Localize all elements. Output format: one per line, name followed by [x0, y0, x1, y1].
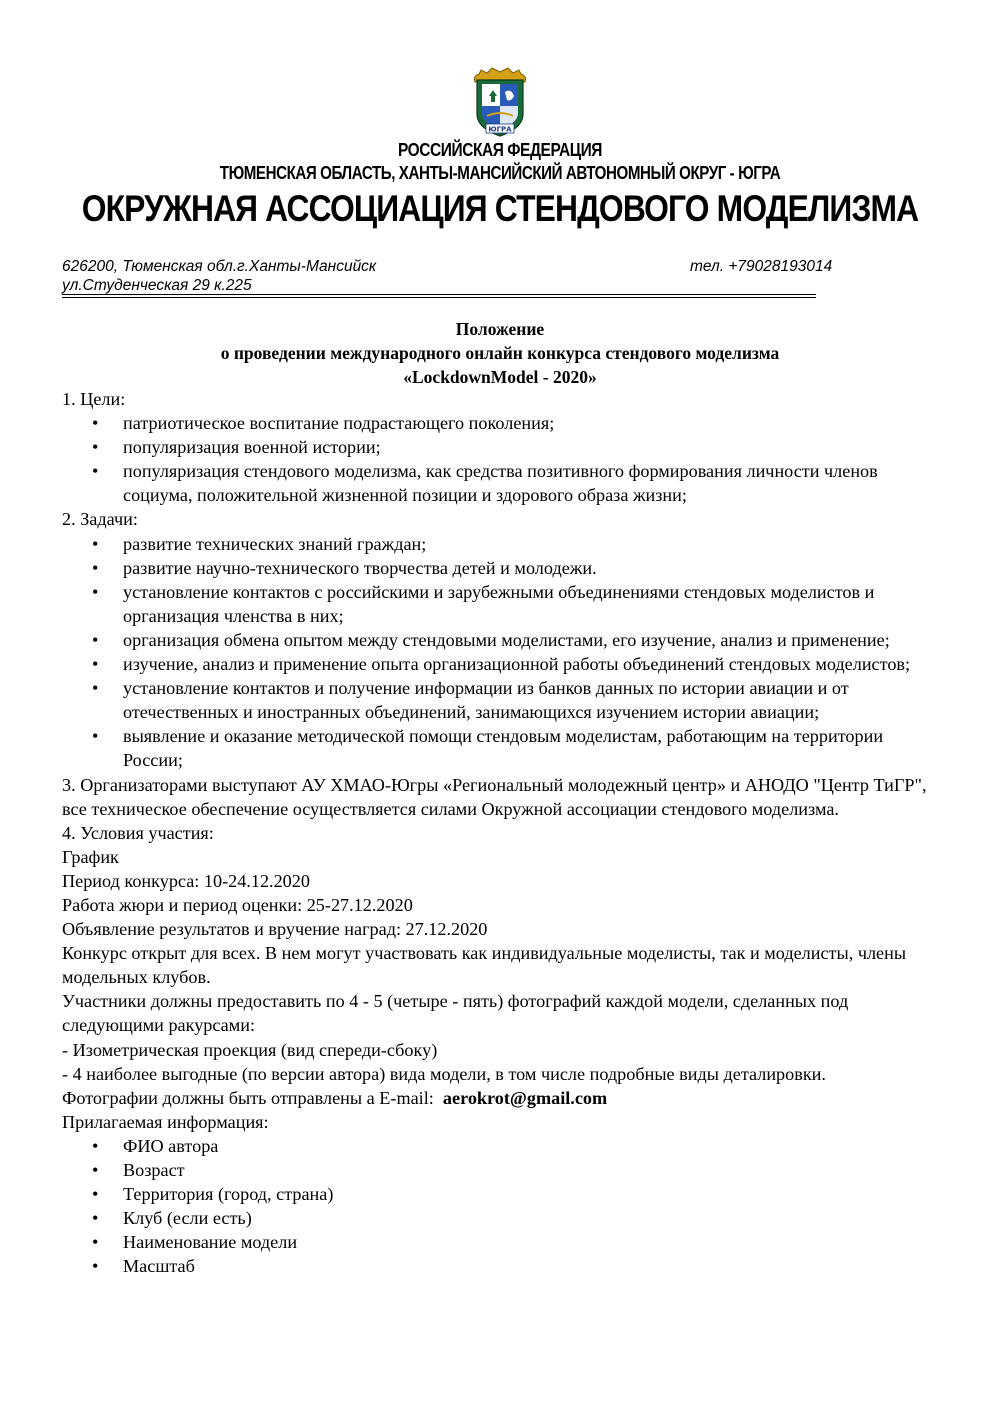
coat-of-arms-icon [467, 66, 533, 138]
doc-subtitle: о проведении международного онлайн конкурса стендового моделизма [220, 343, 780, 363]
list-item: • Наименование модели [62, 1230, 942, 1254]
bullet-icon: • [92, 1160, 99, 1180]
svg-text:ЮГРА: ЮГРА [488, 125, 512, 134]
section-2-heading: 2. Задачи: [62, 509, 138, 530]
schedule-period: Период конкурса: 10-24.12.2020 [62, 870, 310, 891]
header-organization: ОКРУЖНАЯ АССОЦИАЦИЯ СТЕНДОВОГО МОДЕЛИЗМА [81, 188, 919, 229]
header-region: ТЮМЕНСКАЯ ОБЛАСТЬ, ХАНТЫ-МАНСИЙСКИЙ АВТОНОМНЫЙ ОКРУГ - ЮГРА [219, 163, 781, 183]
list-item: • Клуб (если есть) [62, 1206, 942, 1230]
doc-contest-name: «LockdownModel - 2020» [403, 367, 597, 387]
doc-title: Положение [455, 319, 545, 339]
open-to-all-text: Конкурс открыт для всех. В нем могут участвовать как индивидуальные моделисты, так и моделисты, члены модельных клубов. [62, 943, 907, 988]
info-heading: Прилагаемая информация: [62, 1111, 269, 1132]
list-item: • Масштаб [62, 1254, 942, 1278]
angle-2: - 4 наиболее выгодные (по версии автора) вида модели, в том числе подробные виды деталировки. [62, 1063, 826, 1084]
section-3-text: 3. Организаторами выступают АУ ХМАО-Югры «Региональный молодежный центр» и АНОДО "Центр ТиГР", все техническое обеспечение осуществляется силами Окружной ассоциации стендового моделизма. [62, 774, 927, 819]
bullet-icon: • [92, 1184, 99, 1205]
list-item: • популяризация военной истории; [62, 435, 942, 459]
bullet-icon: • [92, 1232, 99, 1253]
document-body [62, 387, 942, 1278]
angle-1: - Изометрическая проекция (вид спереди-сбоку) [62, 1039, 438, 1060]
bullet-icon: • [92, 1256, 99, 1277]
email-address[interactable]: aerokrot@gmail.com [442, 1087, 608, 1108]
info-list [62, 1134, 942, 1279]
bullet-icon: • [92, 413, 99, 434]
divider-top [62, 294, 816, 295]
goals-list [62, 411, 942, 507]
list-item: • организация обмена опытом между стендовыми моделистами, его изучение, анализ и применение; [62, 628, 942, 652]
bullet-icon: • [92, 726, 99, 747]
bullet-icon: • [92, 557, 99, 578]
email-line: Фотографии должны быть отправлены а E-mail: aerokrot@gmail.com [62, 1087, 608, 1108]
list-item: • установление контактов и получение информации из банков данных по истории авиации и от отечественных и иностранных объединений, занимающихся изучением истории авиации; [92, 678, 849, 723]
bullet-icon: • [92, 629, 99, 650]
bullet-icon: • [92, 678, 99, 699]
address-line-1: 626200, Тюменская обл.г.Ханты-Мансийск [62, 258, 377, 275]
bullet-icon: • [92, 1135, 99, 1156]
phone: тел. +79028193014 [690, 258, 833, 275]
list-item: • Возраст [62, 1158, 942, 1182]
header-country: РОССИЙСКАЯ ФЕДЕРАЦИЯ [397, 140, 603, 160]
list-item: • ФИО автора [62, 1134, 942, 1158]
tasks-list [62, 532, 942, 773]
section-1-heading: 1. Цели: [62, 389, 126, 409]
bullet-icon: • [92, 581, 99, 602]
list-item: • патриотическое воспитание подрастающего поколения; [62, 411, 942, 435]
divider-bottom [62, 297, 816, 298]
photos-requirement: Участники должны предоставить по 4 - 5 (четыре - пять) фотографий каждой модели, сделанных под следующими ракурсами: [62, 991, 849, 1036]
schedule-results: Объявление результатов и вручение наград: 27.12.2020 [62, 919, 488, 940]
bullet-icon: • [92, 437, 99, 458]
section-4-heading: 4. Условия участия: [62, 822, 214, 843]
list-item: • Территория (город, страна) [62, 1182, 942, 1206]
list-item: • изучение, анализ и применение опыта организационной работы объединений стендовых моделистов; [62, 652, 942, 676]
list-item: • выявление и оказание методической помощи стендовым моделистам, работающим на территории России; [92, 726, 884, 771]
list-item: • развитие научно-технического творчества детей и молодежи. [62, 556, 942, 580]
bullet-icon: • [92, 654, 99, 675]
schedule-jury: Работа жюри и период оценки: 25-27.12.2020 [62, 894, 413, 915]
bullet-icon: • [92, 533, 99, 554]
list-item: • установление контактов с российскими и зарубежными объединениями стендовых моделистов и организация членства в них; [92, 581, 875, 626]
bullet-icon: • [92, 461, 99, 482]
address-line-2: ул.Студенческая 29 к.225 [62, 277, 252, 294]
schedule-label: График [62, 846, 119, 867]
list-item: • популяризация стендового моделизма, как средства позитивного формирования личности членов социума, положительной жизненной позиции и здорового образа жизни; [92, 461, 878, 506]
list-item: • развитие технических знаний граждан; [62, 532, 942, 556]
bullet-icon: • [92, 1208, 99, 1229]
